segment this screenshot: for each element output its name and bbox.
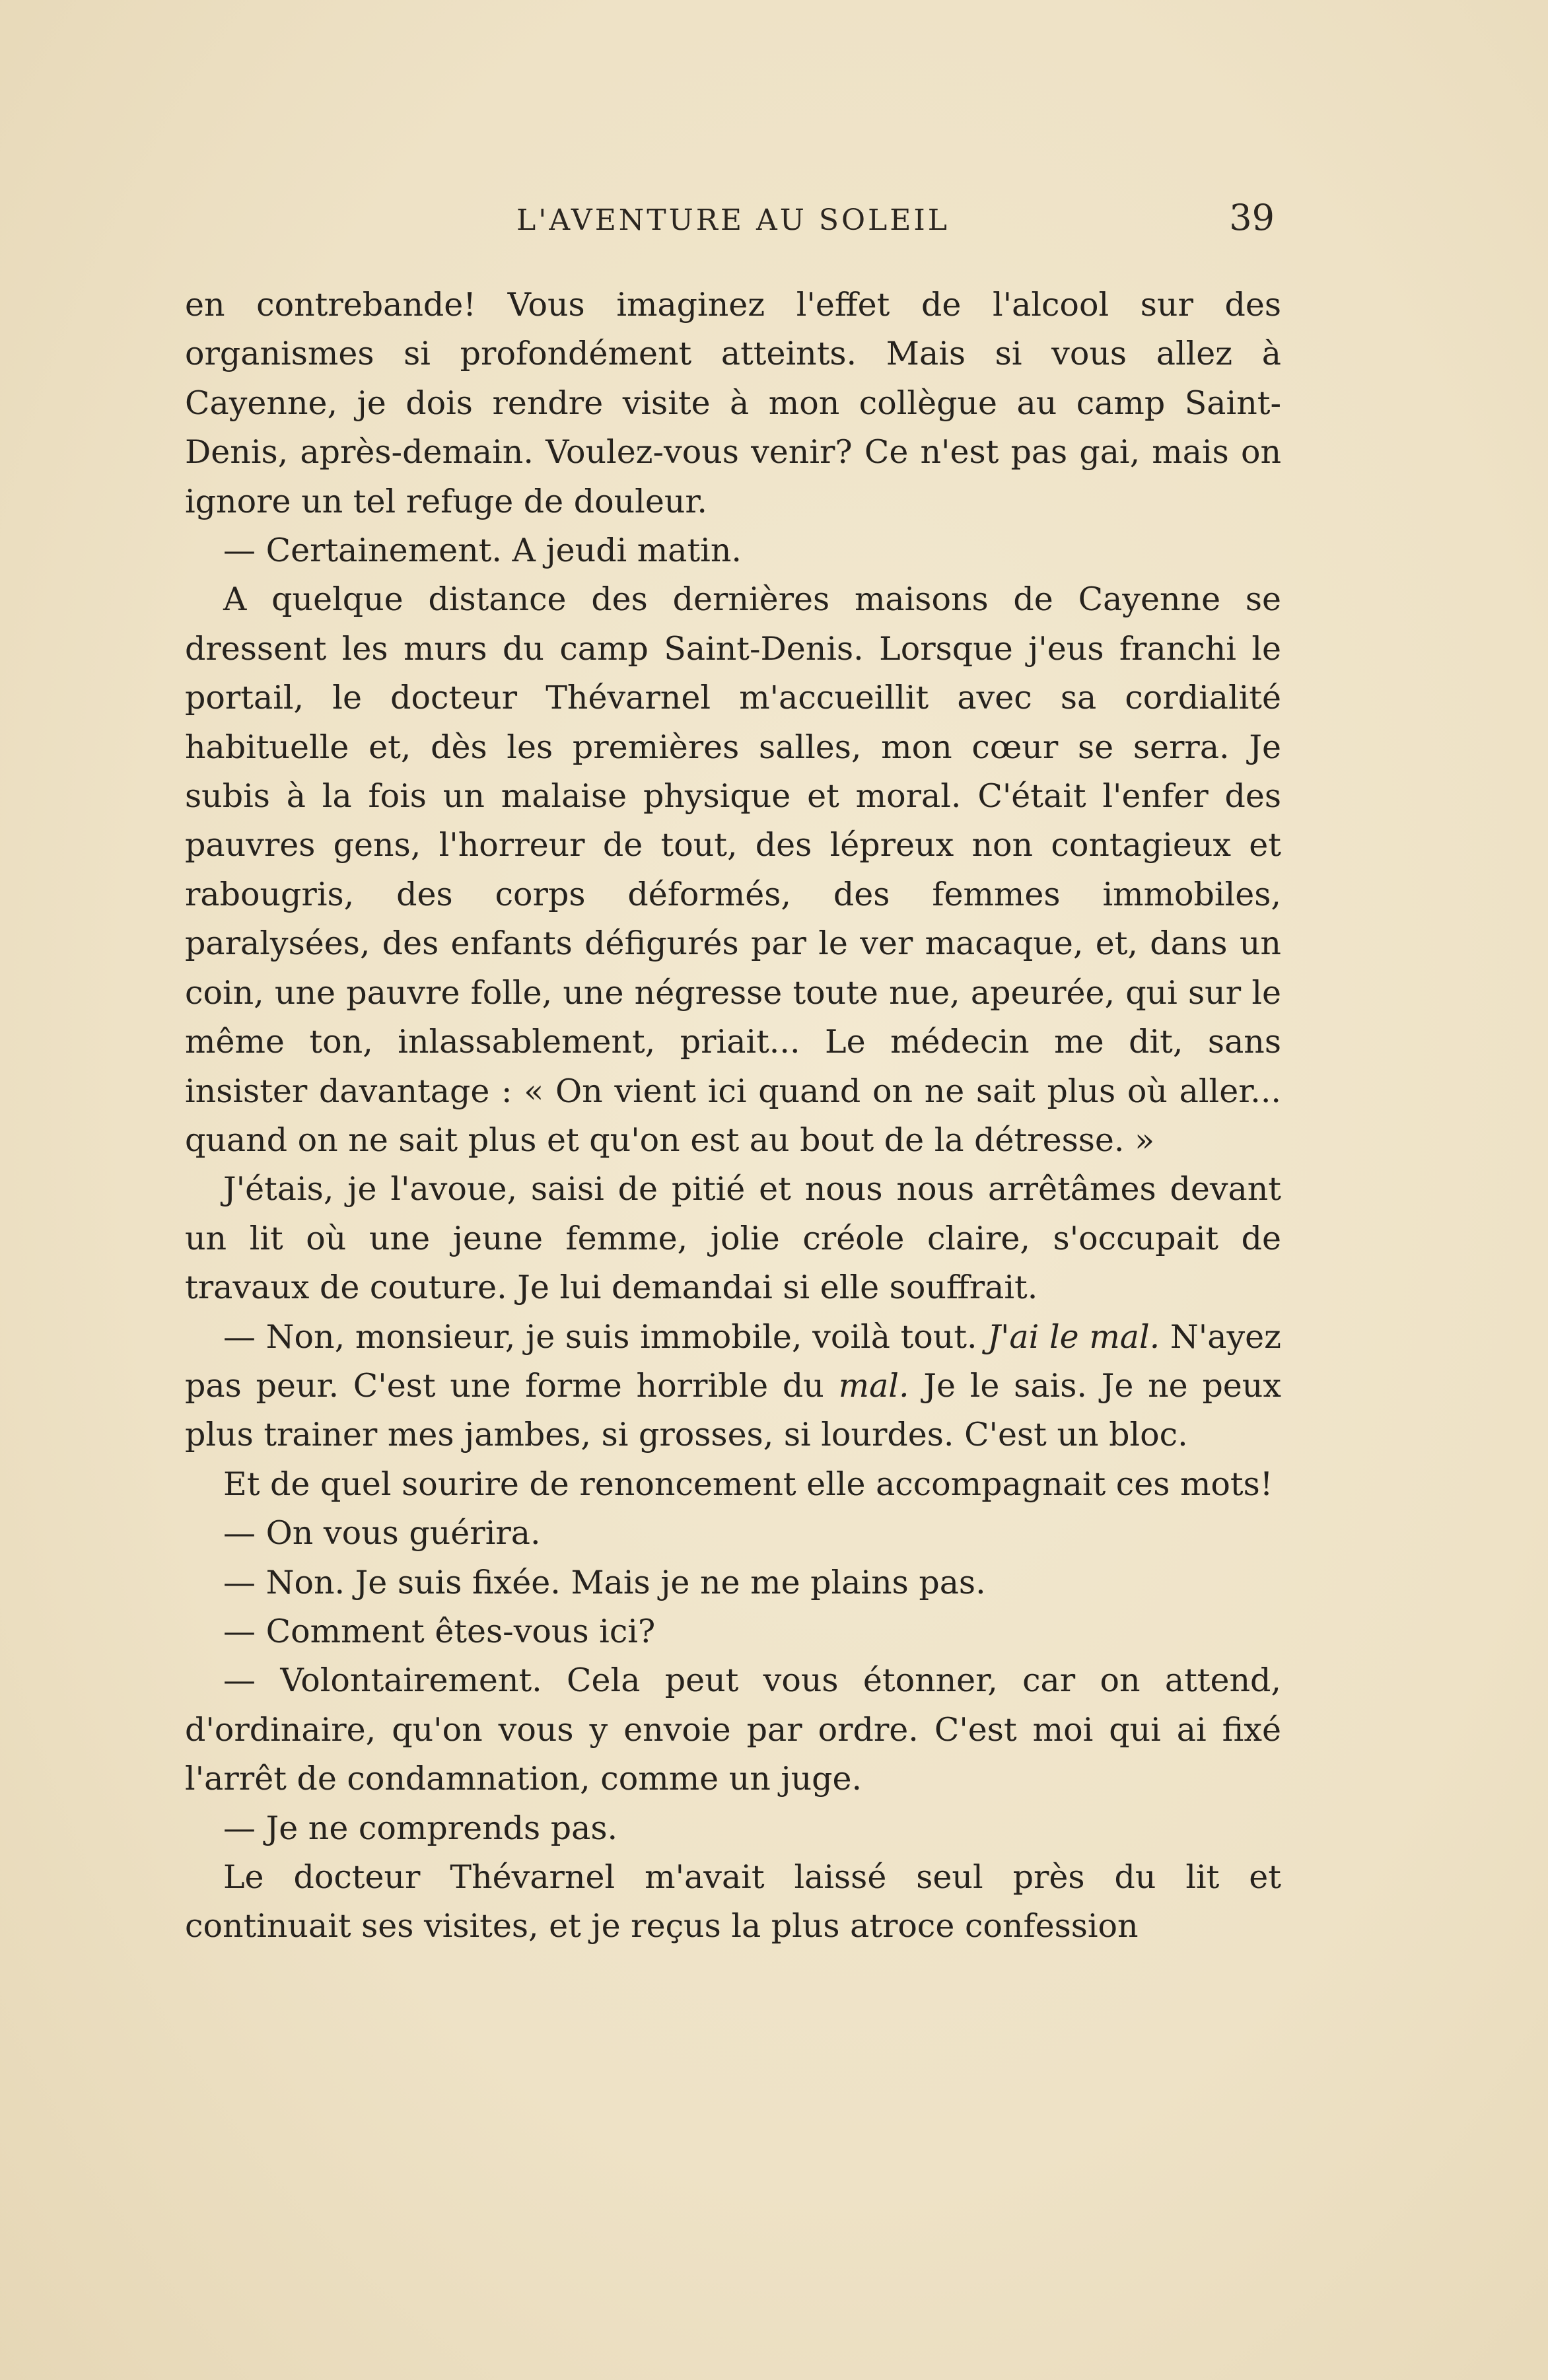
body-text bbox=[185, 281, 1281, 1951]
running-title: L'AVENTURE AU SOLEIL bbox=[516, 203, 950, 237]
paragraph: Et de quel sourire de renoncement elle accompagnait ces mots! bbox=[223, 1465, 1273, 1503]
dialogue-line: — Certainement. A jeudi matin. bbox=[223, 532, 742, 570]
paragraph: J'étais, je l'avoue, saisi de pitié et nous nous arrêtâmes devant un lit où une jeune femme, jolie créole claire, s'occupait de travaux de couture. Je lui demandai si elle souffrait. bbox=[185, 1170, 1281, 1307]
paragraph: en contrebande! Vous imaginez l'effet de l'alcool sur des organismes si profondément atteints. Mais si vous allez à Cayenne, je dois rendre visite à mon collègue au camp Saint-Denis, après-demain. Voulez-vous venir? Ce n'est pas gai, mais on ignore un tel refuge de douleur. bbox=[185, 286, 1281, 520]
text-run: Je le sais. Je ne peux plus trainer mes jambes, si grosses, si lourdes. C'est un bloc. bbox=[185, 1366, 1281, 1454]
italic-text-run: J'ai le mal. bbox=[987, 1317, 1160, 1356]
text-run: — Non, monsieur, je suis immobile, voilà tout. bbox=[223, 1317, 988, 1356]
dialogue-line: — Non. Je suis fixée. Mais je ne me plains pas. bbox=[223, 1563, 986, 1601]
text-run: N'ayez pas peur. C'est une forme horrible du bbox=[185, 1317, 1281, 1405]
running-head bbox=[185, 192, 1281, 244]
dialogue-line: — Volontairement. Cela peut vous étonner, car on attend, d'ordinaire, qu'on vous y envoie par ordre. C'est moi qui ai fixé l'arrêt de condamnation, comme un juge. bbox=[185, 1662, 1281, 1798]
dialogue-line: — On vous guérira. bbox=[223, 1514, 541, 1553]
dialogue-line bbox=[185, 1313, 1281, 1460]
paragraph: A quelque distance des dernières maisons de Cayenne se dressent les murs du camp Saint-Denis. Lorsque j'eus franchi le portail, le docteur Thévarnel m'accueillit avec sa cordialité habituelle et, dès les premières salles, mon cœur se serra. Je subis à la fois un malaise physique et moral. C'était l'enfer des pauvres gens, l'horreur de tout, des lépreux non contagieux et rabougris, des corps déformés, des femmes immobiles, paralysées, des enfants défigurés par le ver macaque, et, dans un coin, une pauvre folle, une négresse toute nue, apeurée, qui sur le même ton, inlassablement, priait... Le médecin me dit, sans insister davantage : « On vient ici quand on ne sait plus où aller... quand on ne sait plus et qu'on est au bout de la détresse. » bbox=[185, 580, 1281, 1159]
paragraph: Le docteur Thévarnel m'avait laissé seul près du lit et continuait ses visites, et je reçus la plus atroce confession bbox=[185, 1858, 1281, 1945]
page-number: 39 bbox=[1229, 197, 1275, 238]
dialogue-line: — Je ne comprends pas. bbox=[223, 1809, 618, 1847]
dialogue-line: — Comment êtes-vous ici? bbox=[223, 1612, 656, 1650]
italic-text-run: mal. bbox=[838, 1366, 909, 1405]
